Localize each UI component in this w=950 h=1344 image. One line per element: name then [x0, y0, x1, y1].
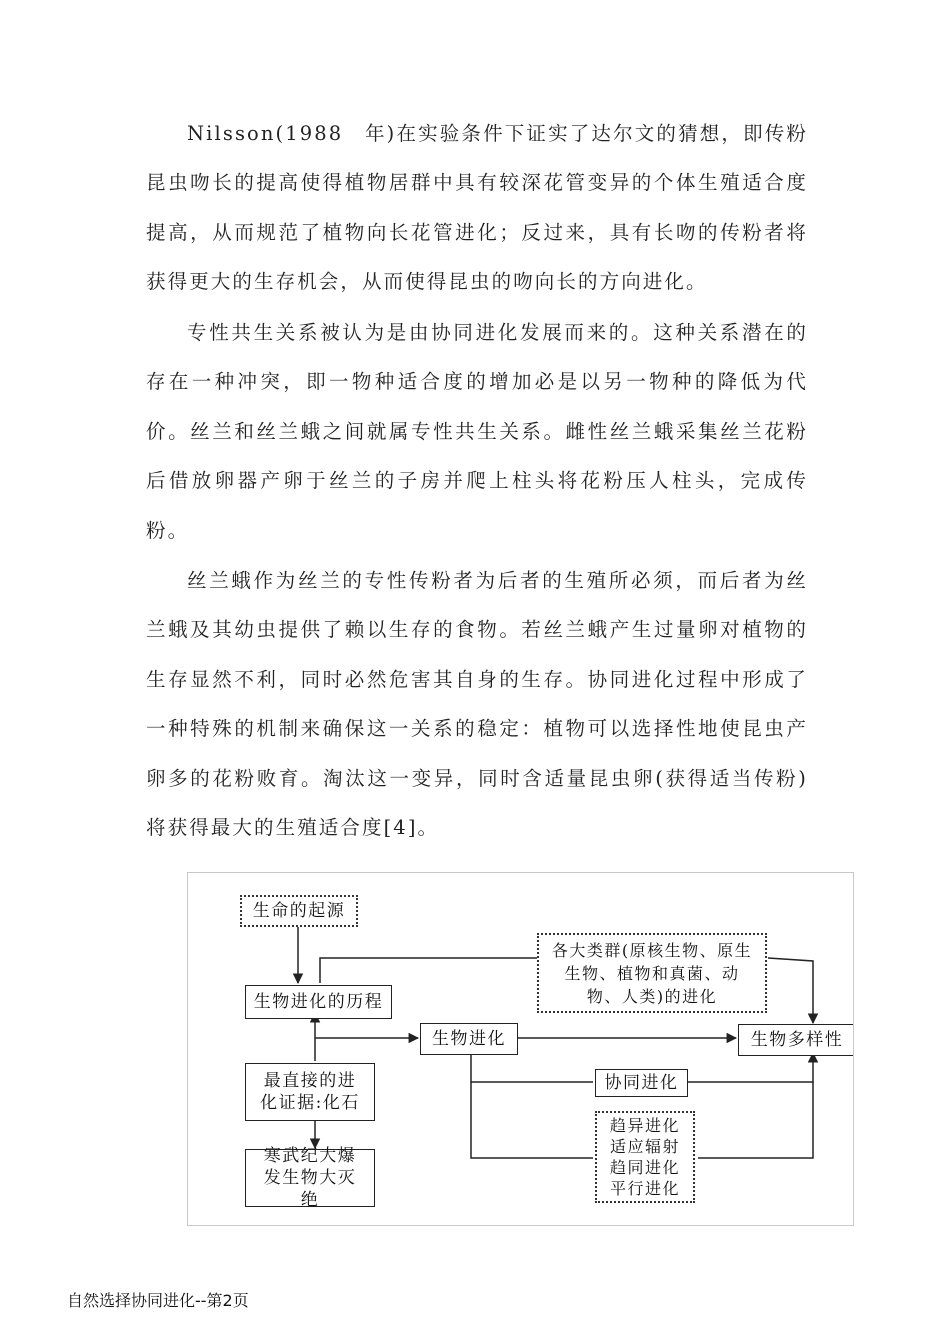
paragraph-3: 丝兰蛾作为丝兰的专性传粉者为后者的生殖所必须，而后者为丝兰蛾及其幼虫提供了赖以生存的食物。若丝兰蛾产生过量卵对植物的生存显然不利，同时必然危害其自身的生存。协同进化过程中形成了一种特殊的机制来确保这一关系的稳定：植物可以选择性地使昆虫产卵多的花粉败育。淘汰这一变异，同时含适量昆虫卵(获得适当传粉)将获得最大的生殖适合度[4]。	[146, 569, 808, 840]
evolution-diagram	[187, 872, 854, 1226]
page-footer: 自然选择协同进化--第2页	[67, 1291, 249, 1310]
box-biological-evolution: 生物进化	[420, 1023, 518, 1055]
box-biodiversity: 生物多样性	[738, 1024, 854, 1056]
line-patterns-to-diversity	[698, 1082, 813, 1158]
box-coevolution: 协同进化	[595, 1069, 688, 1097]
box-evolution-history: 生物进化的历程	[245, 985, 392, 1019]
box-major-groups: 各大类群(原核生物、原生生物、植物和真菌、动物、人类)的进化	[537, 933, 767, 1013]
box-origin-of-life: 生命的起源	[240, 895, 358, 927]
box-evolution-patterns: 趋异进化适应辐射趋同进化平行进化	[595, 1111, 695, 1203]
line-history-to-groups	[320, 958, 538, 983]
box-fossil-evidence: 最直接的进化证据:化石	[245, 1063, 375, 1121]
paragraph-1: Nilsson(1988 年)在实验条件下证实了达尔文的猜想，即传粉昆虫吻长的提高使得植物居群中具有较深花管变异的个体生殖适合度提高，从而规范了植物向长花管进化；反过来，具有长吻的传粉者将获得更大的生存机会，从而使得昆虫的吻向长的方向进化。	[146, 122, 808, 294]
line-coevolution-to-diversity	[688, 1053, 813, 1082]
arrow-groups-to-diversity	[768, 958, 813, 1023]
line-evolution-to-coevolution	[471, 1053, 593, 1082]
box-cambrian-explosion: 寒武纪大爆发生物大灭绝	[245, 1149, 375, 1207]
line-evolution-to-patterns	[471, 1082, 593, 1158]
paragraph-2: 专性共生关系被认为是由协同进化发展而来的。这种关系潜在的存在一种冲突，即一物种适合度的增加必是以另一物种的降低为代价。丝兰和丝兰蛾之间就属专性共生关系。雌性丝兰蛾采集丝兰花粉后借放卵器产卵于丝兰的子房并爬上柱头将花粉压人柱头，完成传粉。	[146, 321, 808, 542]
